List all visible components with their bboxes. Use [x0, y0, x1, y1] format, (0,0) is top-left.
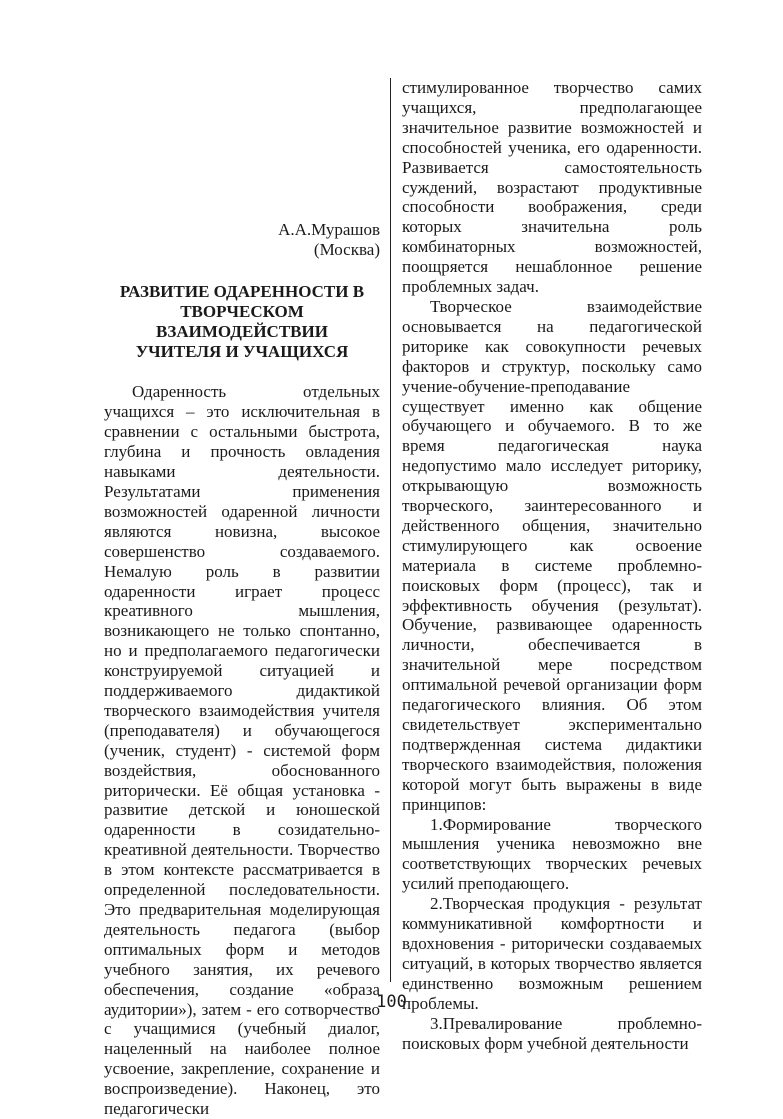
right-column: [402, 78, 702, 1053]
principle-1: 1.Формирование творческого мышления ученика невозможно вне соответствующих творческих речевых усилий преподающего.: [402, 814, 702, 894]
column-divider: [390, 78, 391, 982]
page-number: 100: [376, 992, 407, 1012]
author-name: А.А.Мурашов: [278, 220, 380, 239]
article-title: РАЗВИТИЕ ОДАРЕННОСТИ В ТВОРЧЕСКОМ ВЗАИМОДЕЙСТВИИ УЧИТЕЛЯ И УЧАЩИХСЯ: [119, 281, 365, 361]
right-paragraph-1: стимулированное творчество самих учащихся, предполагающее значительное развитие возможностей и способностей ученика, его одаренности. Развивается самостоятельность суждений, возрастают продуктивные способности воображения, среди которых значительна роль комбинаторных возможностей, поощряется нешаблонное решение проблемных задач.: [402, 78, 702, 297]
left-paragraph-1: Одаренность отдельных учащихся – это исключительная в сравнении с остальными быстрота, глубина и прочность овладения навыками деятельности. Результатами применения возможностей одаренной личности являются новизна, высокое совершенство создаваемого. Немалую роль в развитии одаренности играет процесс креативного мышления, возникающего не только спонтанно, но и предполагаемого педагогически конструируемой ситуацией и поддерживаемого дидактикой творческого взаимодействия учителя (преподавателя) и обучающегося (ученик, студент) - системой форм воздействия, обоснованного риторически. Её общая установка - развитие детской и юношеской одаренности в созидательно-креативной деятельности. Творчество в этом контексте рассматривается в определенной последовательности. Это предварительная моделирующая деятельность педагога (выбор оптимальных форм и методов учебного занятия, их речевого обеспечения, создание «образа аудитории»), затем - его сотворчество с учащимися (учебный диалог, нацеленный на наиболее полное усвоение, закрепление, сохранение и воспроизведение). Наконец, это педагогически: [104, 382, 380, 1119]
left-column: [104, 78, 380, 1119]
author-block: [104, 220, 380, 260]
principle-3: 3.Превалирование проблемно-поисковых форм учебной деятельности: [402, 1013, 702, 1053]
principle-2: 2.Творческая продукция - результат коммуникативной комфортности и вдохновения - риторически создаваемых ситуаций, в которых творчество является единственно возможным решением проблемы.: [402, 894, 702, 1013]
author-city: (Москва): [313, 239, 380, 259]
right-paragraph-2: Творческое взаимодействие основывается на педагогической риторике как совокупности речевых факторов и структур, поскольку само учение-обучение-преподавание существует именно как общение обучающего и обучаемого. В то же время педагогическая наука недопустимо мало исследует риторику, открывающую возможность творческого, заинтересованного и действенного общения, значительно стимулирующего как освоение материала в системе проблемно-поисковых форм (процесс), так и эффективность обучения (результат). Обучение, развивающее одаренность личности, обеспечивается в значительной мере посредством оптимальной речевой организации форм педагогического влияния. Об этом свидетельствует экспериментально подтвержденная система дидактики творческого взаимодействия, положения которой могут быть выражены в виде принципов:: [402, 296, 702, 814]
